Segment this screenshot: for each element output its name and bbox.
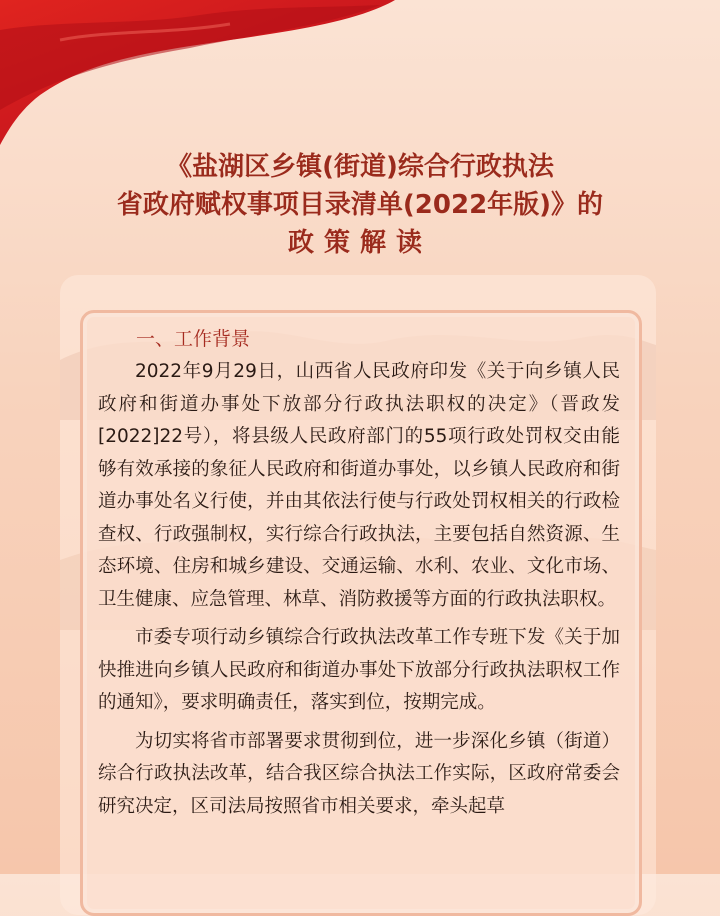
title-line-1: 《盐湖区乡镇(街道)综合行政执法 [166,152,554,182]
red-flag-decoration [0,0,400,150]
document-title [0,148,720,262]
paragraph-3: 为切实将省市部署要求贯彻到位，进一步深化乡镇（街道）综合行政执法改革，结合我区综合执法工作实际，区政府常委会研究决定，区司法局按照省市相关要求，牵头起草 [98,730,620,817]
title-line-2: 省政府赋权事项目录清单(2022年版)》的 [116,190,604,220]
paragraph-1: 2022年9月29日，山西省人民政府印发《关于向乡镇人民政府和街道办事处下放部分行政执法职权的决定》（晋政发[2022]22号），将县级人民政府部门的55项行政处罚权交由能够有效承接的象征人民政府和街道办事处，以乡镇人民政府和街道办事处名义行使，并由其依法行使与行政处罚权相关的行政检查权、行政强制权，实行综合行政执法，主要包括自然资源、生态环境、住房和城乡建设、交通运输、水利、农业、文化市场、卫生健康、应急管理、林草、消防救援等方面的行政执法职权。 [98,361,620,610]
paragraph-2: 市委专项行动乡镇综合行政执法改革工作专班下发《关于加快推进向乡镇人民政府和街道办事处下放部分行政执法职权工作的通知》，要求明确责任，落实到位，按期完成。 [98,627,620,713]
section-heading: 一、工作背景 [136,328,251,350]
title-line-3: 政策解读 [287,228,432,258]
article-body [98,322,620,829]
